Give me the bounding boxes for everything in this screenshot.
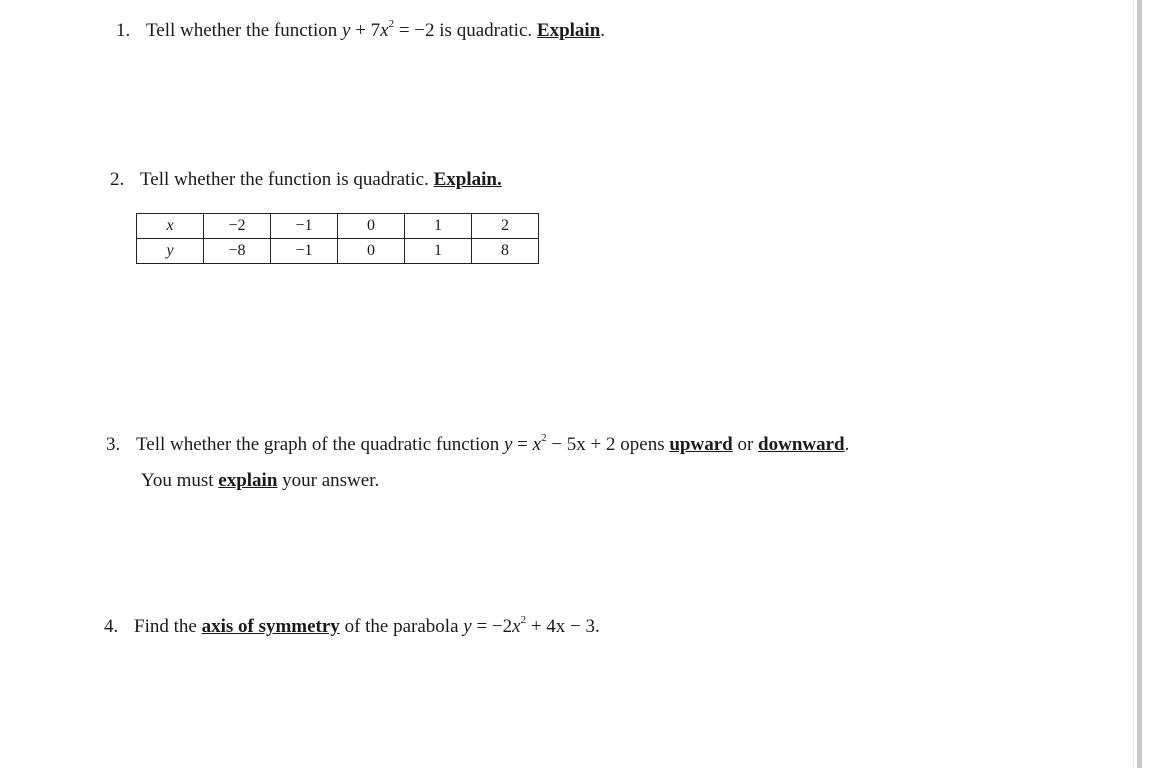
explain-emphasis: Explain — [536, 20, 601, 41]
equation-eq: = — [512, 434, 533, 455]
explain-emphasis: Explain. — [433, 169, 502, 190]
table-header-y: y — [137, 239, 204, 264]
equation-rest: − 5x + 2 — [546, 434, 616, 455]
table-cell: 1 — [405, 214, 472, 239]
page-edge-line — [1133, 0, 1134, 768]
question-number: 3. — [106, 434, 121, 455]
equation-exponent: 2 — [520, 613, 527, 626]
upward-emphasis: upward — [669, 434, 733, 455]
question-text: Tell whether the graph of the quadratic function — [136, 434, 504, 455]
question-3-line-2 — [141, 469, 379, 493]
table-cell: 0 — [338, 239, 405, 264]
equation-eq: = −2 — [471, 616, 513, 637]
axis-of-symmetry-emphasis: axis of symmetry — [201, 616, 340, 637]
question-text-after: is quadratic. — [434, 20, 537, 41]
table-row-y — [137, 239, 539, 264]
question-1 — [116, 19, 605, 43]
equation-var: x — [532, 434, 542, 455]
equation-lhs: y — [463, 616, 472, 637]
table-cell: −1 — [271, 214, 338, 239]
equation-lhs: y — [503, 434, 513, 455]
question-text-mid: opens — [615, 434, 670, 455]
question-end: . — [844, 434, 850, 455]
table-cell: 8 — [472, 239, 539, 264]
question-3 — [106, 433, 849, 457]
question-text: Find the — [134, 616, 202, 637]
question-number: 4. — [104, 616, 119, 637]
equation-lhs: y — [342, 20, 351, 41]
question-text-mid: of the parabola — [339, 616, 464, 637]
question-text: Tell whether the function — [146, 20, 342, 41]
equation-var: x — [512, 616, 521, 637]
equation-rest: + 4x − 3 — [526, 616, 596, 637]
table-header-x: x — [137, 214, 204, 239]
xy-value-table — [136, 213, 539, 264]
explain-emphasis: explain — [218, 470, 278, 491]
question-2 — [110, 168, 502, 192]
downward-emphasis: downward — [758, 434, 845, 455]
question-end: . — [600, 20, 606, 41]
table-cell: 2 — [472, 214, 539, 239]
equation-rhs: = −2 — [394, 20, 435, 41]
page-edge-bar — [1137, 0, 1142, 768]
question-number: 1. — [116, 20, 131, 41]
question-end: . — [595, 616, 600, 637]
question-text: Tell whether the function is quadratic. — [140, 169, 434, 190]
table-cell: −2 — [204, 214, 271, 239]
table-row-x — [137, 214, 539, 239]
table-cell: 1 — [405, 239, 472, 264]
equation-op: + 7 — [350, 20, 381, 41]
table-cell: −1 — [271, 239, 338, 264]
question-4 — [104, 615, 600, 639]
equation-exponent: 2 — [388, 17, 395, 30]
equation-exponent: 2 — [541, 431, 547, 444]
question-text: You must — [141, 470, 219, 491]
table-cell: −8 — [204, 239, 271, 264]
question-or: or — [732, 434, 759, 455]
question-number: 2. — [110, 169, 125, 190]
question-text-after: your answer. — [277, 470, 380, 491]
table-cell: 0 — [338, 214, 405, 239]
equation-var: x — [380, 20, 389, 41]
